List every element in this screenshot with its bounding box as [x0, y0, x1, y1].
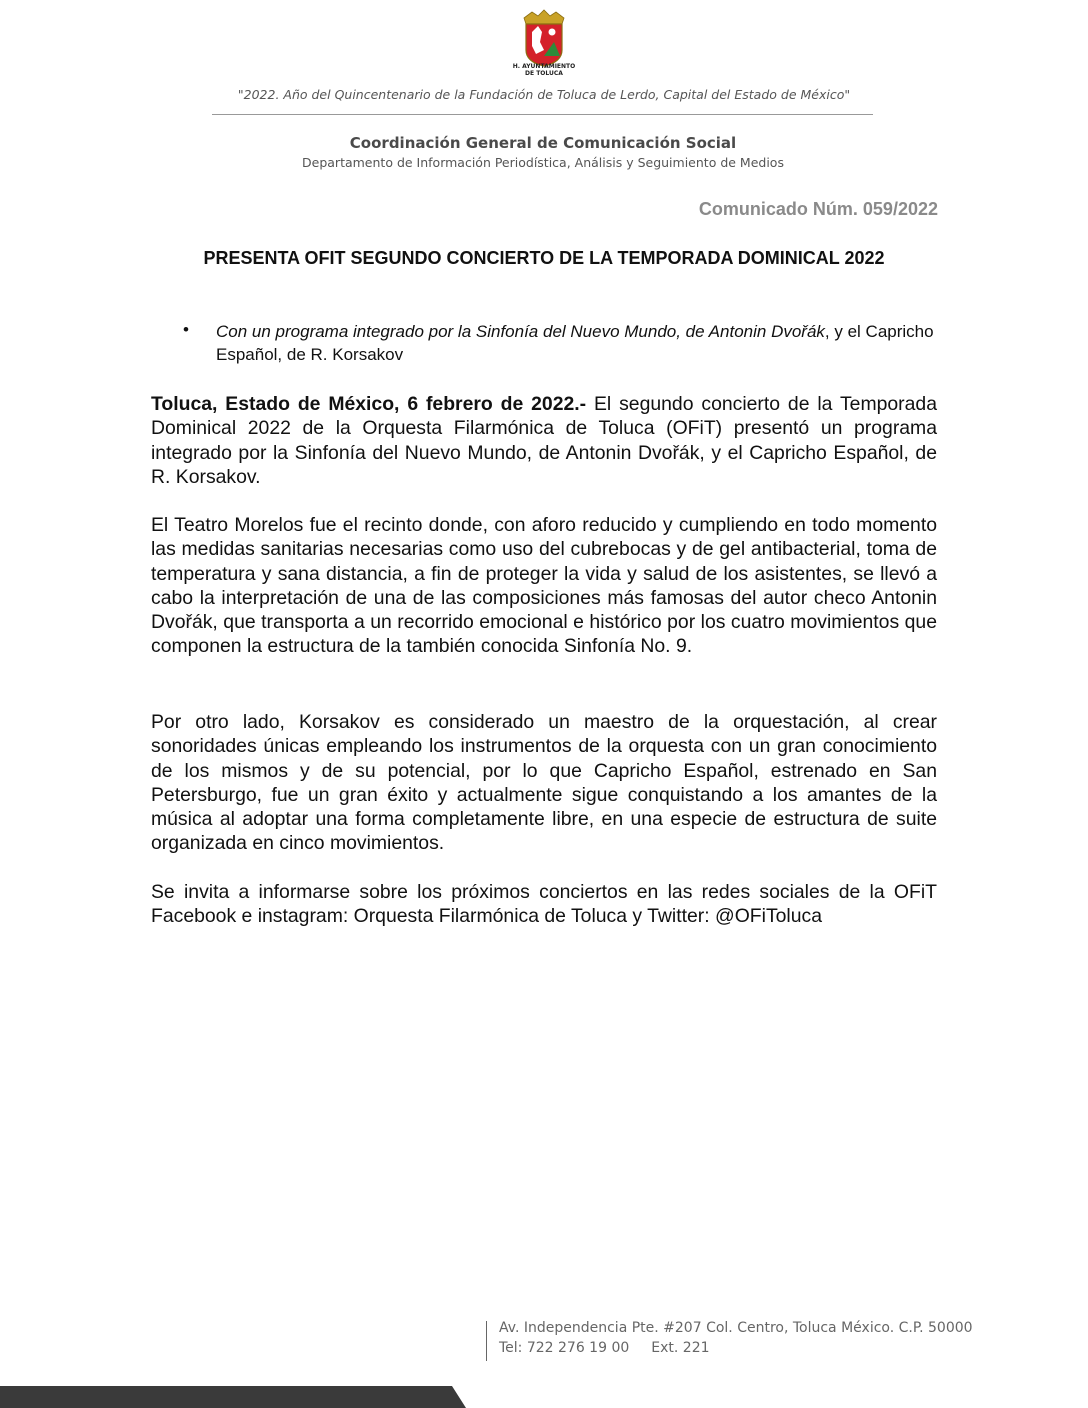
footer-ext: Ext. 221 — [651, 1340, 710, 1356]
press-headline: PRESENTA OFIT SEGUNDO CONCIERTO DE LA TEMPORADA DOMINICAL 2022 — [203, 248, 885, 268]
paragraph-3: Por otro lado, Korsakov es considerado un maestro de la orquestación, al crear sonoridades únicas empleando los instrumentos de la orquesta con un gran conocimiento de los mismos y de su potencial, por lo que Capricho Español, estrenado en San Petersburgo, fue un gran éxito y actualmente sigue conquistando a los amantes de la música al adoptar una forma completamente libre, en una especie de estructura de suite organizada en cinco movimientos. — [151, 711, 937, 855]
footer-tel: Tel: 722 276 19 00 — [499, 1340, 630, 1356]
logo-caption-line1: H. AYUNTAMIENTO — [512, 63, 576, 70]
paragraph-2: El Teatro Morelos fue el recinto donde, con aforo reducido y cumpliendo en todo momento las medidas sanitarias necesarias como uso del cubrebocas y de gel antibacterial, toma de temperatura y sana distancia, a fin de proteger la vida y salud de los asistentes, se llevó a cabo la interpretación de una de las composiciones más famosas del autor checo Antonin Dvořák, que transporta a un recorrido emocional e histórico por los cuatro movimientos que componen la estructura de la también conocida Sinfonía No. 9. — [151, 514, 937, 658]
bottom-decorative-band — [0, 1386, 1088, 1408]
department-title: Coordinación General de Comunicación Social — [349, 134, 737, 152]
document-number: Comunicado Núm. 059/2022 — [698, 199, 938, 219]
footer-phone — [499, 1340, 710, 1356]
summary-bullet — [216, 320, 946, 366]
bullet-italic-text: Con un programa integrado por la Sinfonía del Nuevo Mundo, de Antonin Dvořák — [216, 322, 825, 341]
paragraph-4: Se invita a informarse sobre los próximos conciertos en las redes sociales de la OFiT Facebook e instagram: Orquesta Filarmónica de Toluca y Twitter: @OFiToluca — [151, 881, 937, 928]
logo-caption — [494, 63, 594, 77]
bullet-icon: • — [183, 320, 189, 339]
footer-divider — [486, 1321, 487, 1361]
department-subtitle: Departamento de Información Periodística, Análisis y Seguimiento de Medios — [302, 155, 784, 170]
paragraph-1-body: El segundo concierto de la Temporada Dominical 2022 de la Orquesta Filarmónica de Toluca (OFiT) presentó un programa integrado por la Sinfonía del Nuevo Mundo, de Antonin Dvořák, y el Capricho Español, de R. Korsakov. — [151, 393, 937, 488]
header-divider — [212, 114, 873, 115]
footer-address: Av. Independencia Pte. #207 Col. Centro, Toluca México. C.P. 50000 — [499, 1320, 973, 1336]
paragraph-1 — [151, 392, 937, 489]
header-motto: "2022. Año del Quincentenario de la Fundación de Toluca de Lerdo, Capital del Estado de México" — [237, 87, 851, 102]
logo-caption-line2: DE TOLUCA — [525, 70, 563, 77]
bullet-rest-text: , y el Capricho Español, de R. Korsakov — [216, 322, 934, 364]
dateline: Toluca, Estado de México, 6 febrero de 2022.- — [151, 393, 587, 415]
